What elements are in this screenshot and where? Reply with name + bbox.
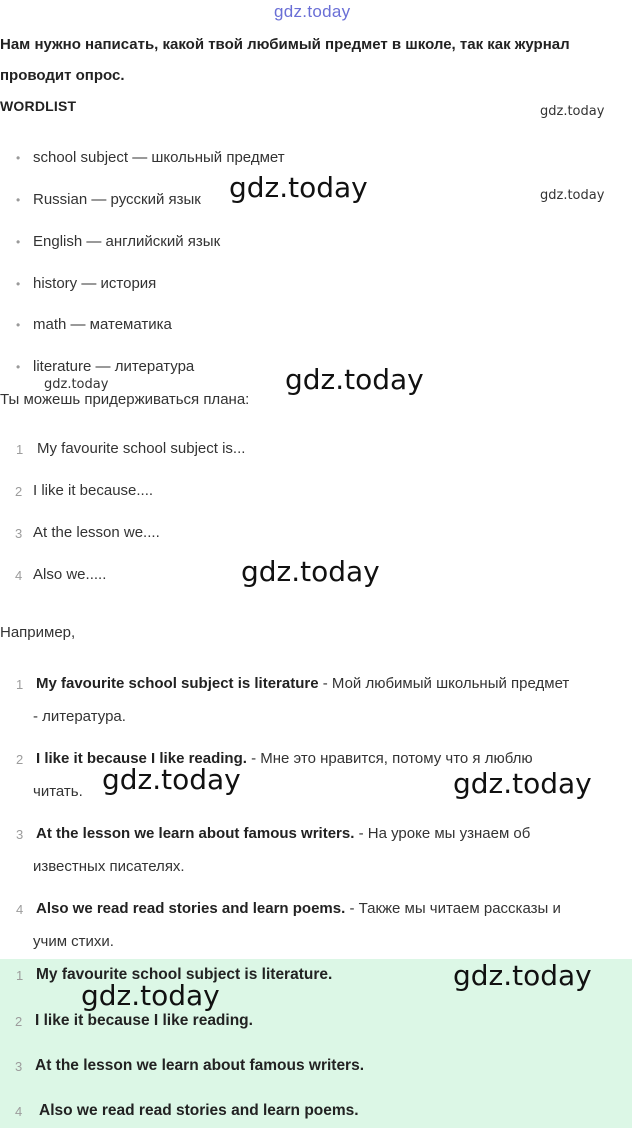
watermark-large: gdz.today	[241, 555, 380, 588]
list-number: 2	[15, 1014, 23, 1029]
list-number: 1	[16, 442, 24, 457]
final-answer-item: I like it because I like reading.	[35, 1012, 253, 1029]
list-number: 2	[16, 752, 24, 767]
example-item	[36, 825, 530, 842]
example-intro: Например,	[0, 624, 76, 641]
intro-line-1: Нам нужно написать, какой твой любимый предмет в школе, так как журнал	[0, 36, 570, 53]
plan-item: Also we.....	[33, 566, 107, 583]
watermark-large: gdz.today	[102, 763, 241, 796]
example-translation: - Также мы читаем рассказы и	[345, 900, 561, 917]
watermark-large: gdz.today	[453, 767, 592, 800]
example-english: My favourite school subject is literature	[36, 675, 319, 692]
example-english: At the lesson we learn about famous writers.	[36, 825, 355, 842]
example-english: I like it because I like reading.	[36, 750, 247, 767]
bullet-icon: •	[16, 277, 21, 291]
bullet-icon: •	[16, 151, 21, 165]
header-watermark: gdz.today	[274, 2, 351, 21]
example-item	[36, 900, 561, 917]
example-translation-cont: учим стихи.	[33, 933, 114, 950]
intro-line-2: проводит опрос.	[0, 67, 125, 84]
list-number: 3	[16, 827, 24, 842]
plan-item: At the lesson we....	[33, 524, 160, 541]
example-translation: - Мне это нравится, потому что я люблю	[246, 750, 533, 767]
list-number: 4	[15, 568, 23, 583]
final-answer-item: At the lesson we learn about famous writers.	[35, 1057, 365, 1074]
bullet-icon: •	[16, 360, 21, 374]
wordlist-item: school subject — школьный предмет	[33, 149, 285, 166]
wordlist-item: history — история	[33, 275, 157, 292]
list-number: 1	[16, 677, 24, 692]
wordlist-item: literature — литература	[33, 358, 195, 375]
example-translation-cont: читать.	[33, 783, 83, 800]
watermark-large: gdz.today	[453, 959, 592, 992]
example-translation-cont: известных писателях.	[33, 858, 185, 875]
bullet-icon: •	[16, 235, 21, 249]
plan-intro: Ты можешь придерживаться плана:	[0, 391, 250, 408]
bullet-icon: •	[16, 318, 21, 332]
list-number: 3	[15, 1059, 23, 1074]
list-number: 1	[16, 968, 24, 983]
list-number: 3	[15, 526, 23, 541]
plan-item: I like it because....	[33, 482, 154, 499]
example-english: Also we read read stories and learn poems.	[36, 900, 346, 917]
wordlist-title: WORDLIST	[0, 98, 77, 114]
watermark-large: gdz.today	[81, 979, 220, 1012]
list-number: 4	[15, 1104, 23, 1119]
wordlist-item: math — математика	[33, 316, 172, 333]
example-translation: - На уроке мы узнаем об	[354, 825, 531, 842]
bullet-icon: •	[16, 193, 21, 207]
final-answer-item: Also we read read stories and learn poems.	[39, 1102, 359, 1119]
final-answer-item: My favourite school subject is literature.	[36, 966, 333, 983]
plan-item: My favourite school subject is...	[37, 440, 246, 457]
example-item	[36, 675, 569, 692]
watermark-large: gdz.today	[229, 171, 368, 204]
list-number: 4	[16, 902, 24, 917]
example-translation: - Мой любимый школьный предмет	[318, 675, 570, 692]
list-number: 2	[15, 484, 23, 499]
wordlist-item: Russian — русский язык	[33, 191, 201, 208]
watermark-small: gdz.today	[540, 188, 605, 203]
example-translation-cont: - литература.	[33, 708, 126, 725]
watermark-small: gdz.today	[44, 377, 109, 392]
wordlist-item: English — английский язык	[33, 233, 221, 250]
watermark-small: gdz.today	[540, 104, 605, 119]
watermark-large: gdz.today	[285, 363, 424, 396]
